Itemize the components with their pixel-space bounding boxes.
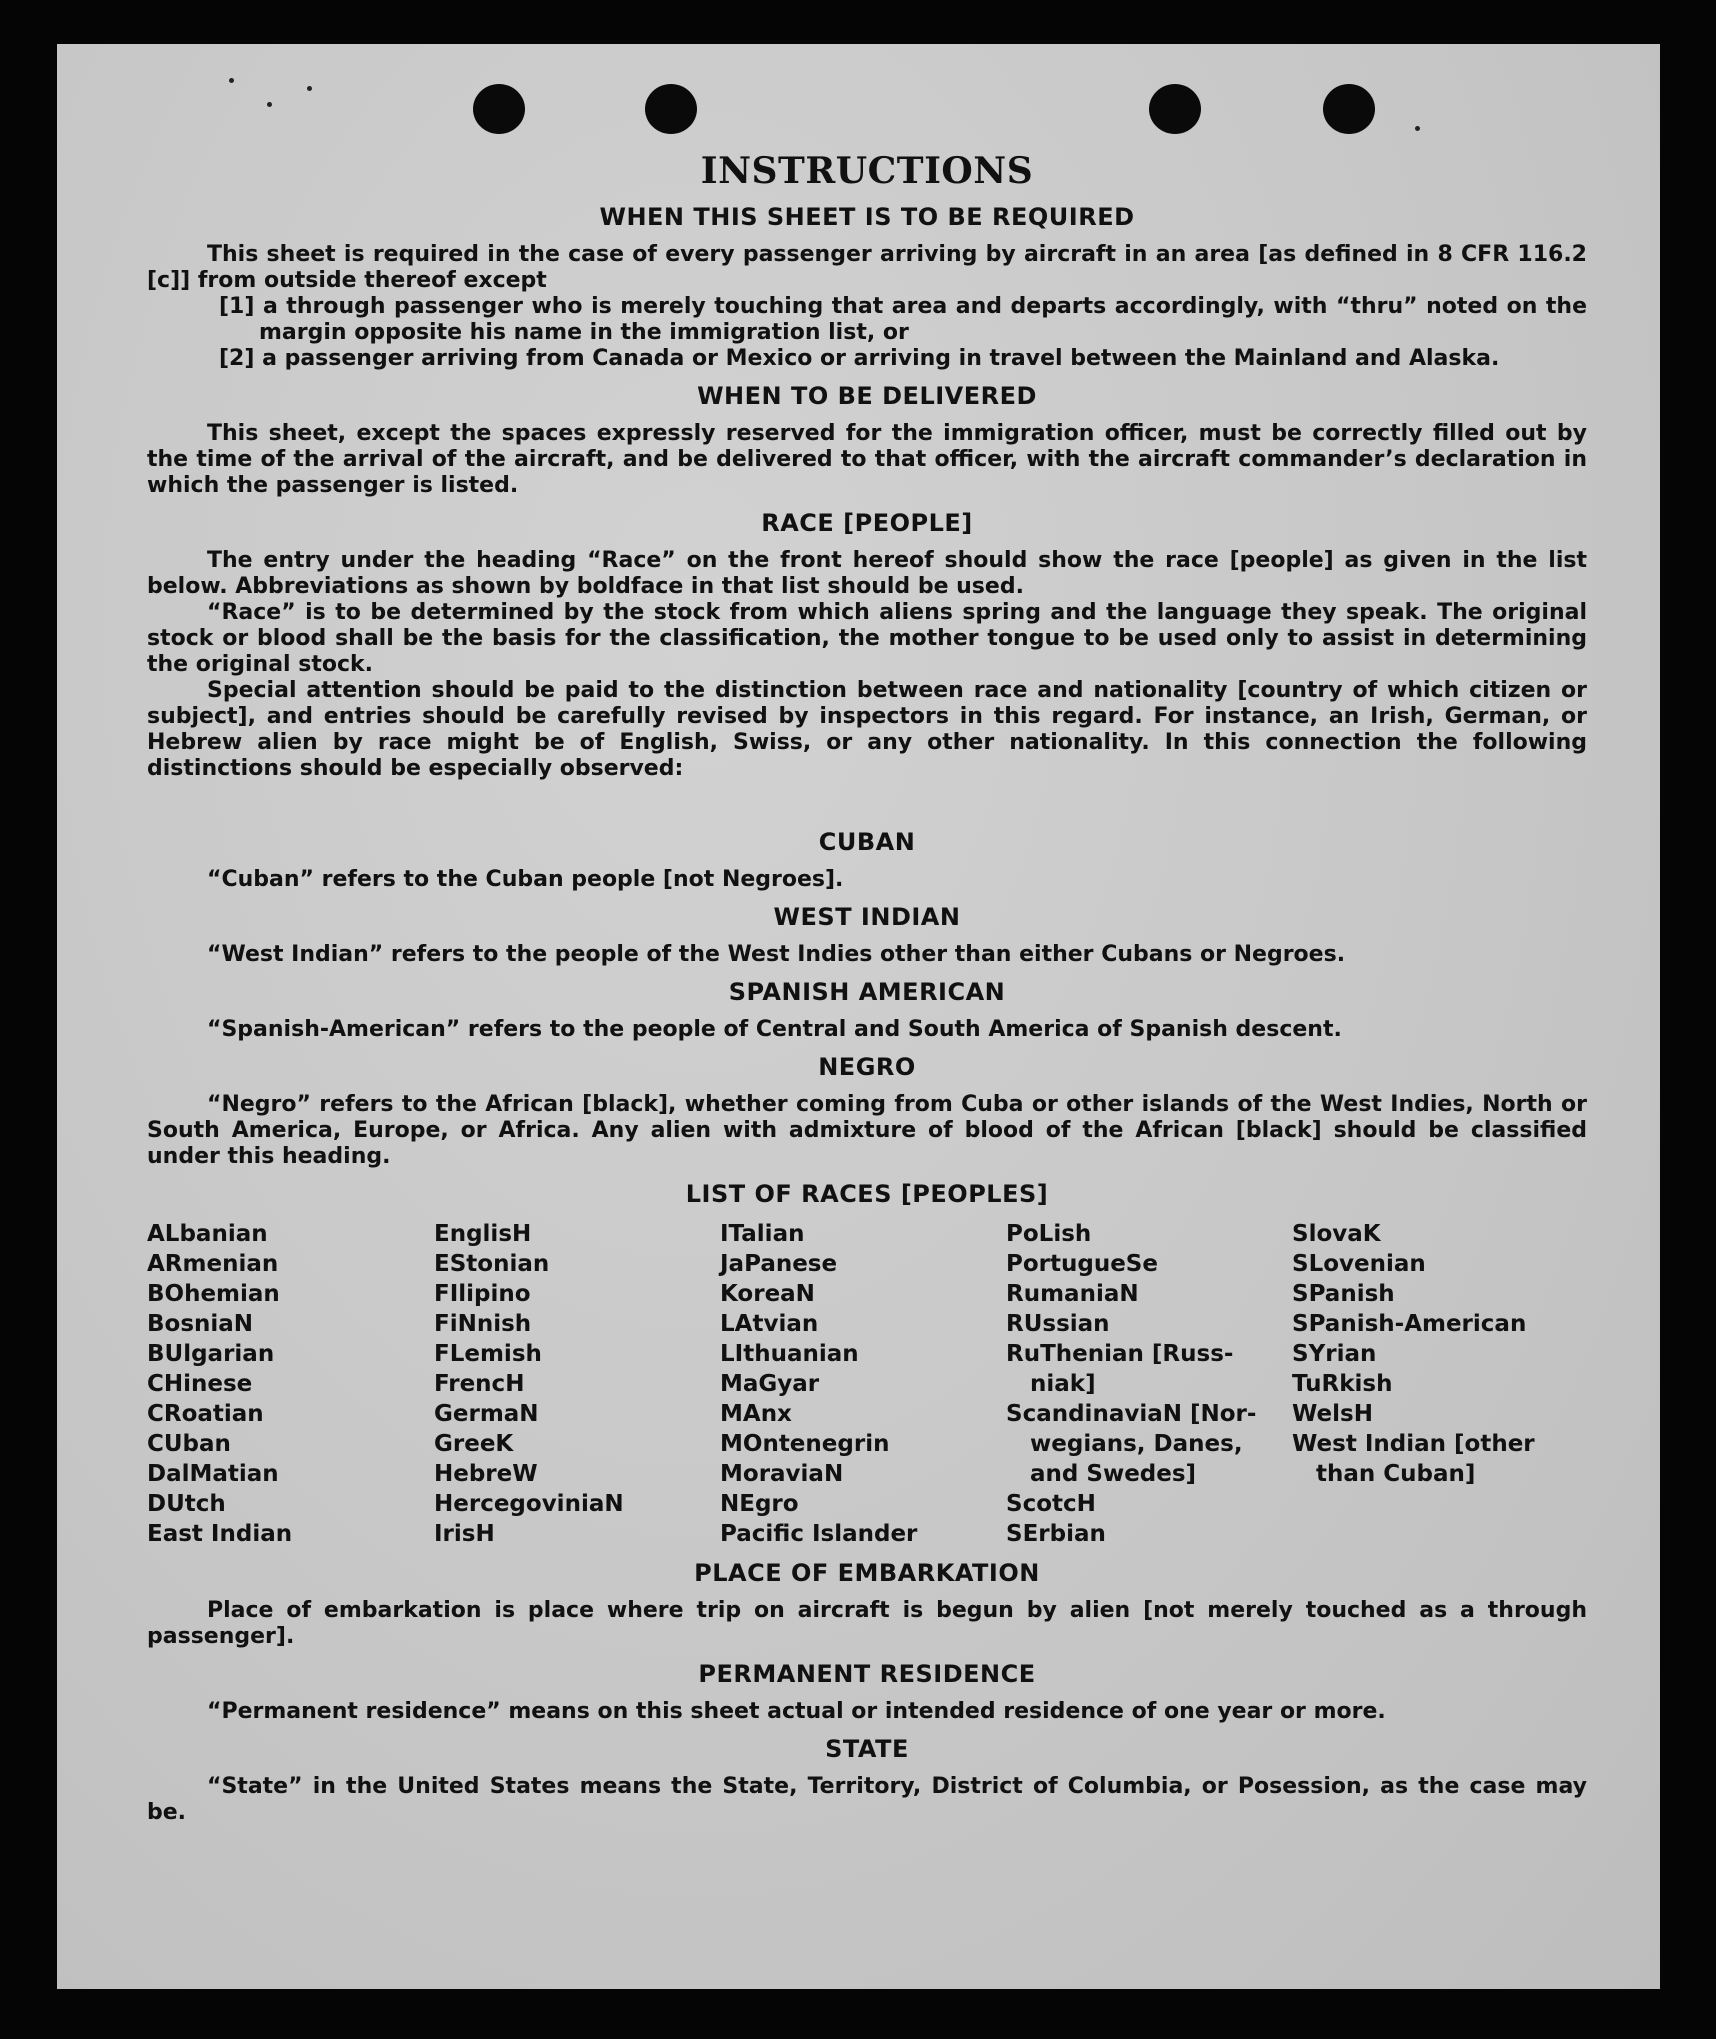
race-entry: GermaN [434, 1401, 539, 1427]
race-entry: FrencH [434, 1371, 525, 1397]
race-entry: WelsH [1292, 1401, 1373, 1427]
required-item: [2] a passenger arriving from Canada or Mexico or arriving in travel between the Mainland and Alaska. [219, 346, 1500, 371]
required-item: [1] a through passenger who is merely touching that area and departs accordingly, with “thru” noted on the margin opposite his name in the immigration list, or [219, 294, 1587, 345]
instructions-body [147, 149, 1587, 1826]
race-paragraph: The entry under the heading “Race” on the front hereof should show the race [people] as given in the list below. Abbreviations as shown by boldface in that list should be used. [147, 548, 1587, 599]
race-entry: HercegoviniaN [434, 1491, 624, 1517]
west-indian-text: “West Indian” refers to the people of the West Indies other than either Cubans or Negroes. [207, 942, 1346, 967]
heading-embarkation: PLACE OF EMBARKATION [694, 1559, 1040, 1587]
document-title: INSTRUCTIONS [700, 150, 1034, 192]
required-text: This sheet is required in the case of every passenger arriving by aircraft in an area [as defined in 8 CFR 116.2 [c]] from outside thereof except [147, 242, 1587, 293]
punch-hole [645, 84, 697, 134]
race-entry: TuRkish [1292, 1371, 1393, 1397]
race-entry: RuThenian [Russ- [1006, 1341, 1234, 1367]
race-entry: JaPanese [720, 1251, 838, 1277]
race-entry: SErbian [1006, 1521, 1106, 1547]
cuban-text: “Cuban” refers to the Cuban people [not Negroes]. [207, 867, 844, 892]
state-text: “State” in the United States means the State, Territory, District of Columbia, or Posession, as the case may be. [147, 1774, 1587, 1825]
race-entry: FiNnish [434, 1311, 532, 1337]
race-entry: EStonian [434, 1251, 550, 1277]
spanish-american-text: “Spanish-American” refers to the people of Central and South America of Spanish descent. [207, 1017, 1342, 1042]
race-entry: BUlgarian [147, 1341, 275, 1367]
heading-negro: NEGRO [818, 1053, 916, 1081]
race-entry: ScandinaviaN [Nor- [1006, 1401, 1257, 1427]
race-entry: East Indian [147, 1521, 293, 1547]
race-entry: FLemish [434, 1341, 542, 1367]
race-entry: SPanish [1292, 1281, 1395, 1307]
race-entry: BOhemian [147, 1281, 280, 1307]
punch-hole [1323, 84, 1375, 134]
race-entry: BosniaN [147, 1311, 254, 1337]
race-entry: SLovenian [1292, 1251, 1426, 1277]
race-entry: West Indian [other [1292, 1431, 1535, 1457]
race-entry: wegians, Danes, [1006, 1431, 1243, 1457]
race-paragraph: Special attention should be paid to the distinction between race and nationality [country of which citizen or subject], and entries should be carefully revised by inspectors in this regard. For instance, an Irish, German, or Hebrew alien by race might be of English, Swiss, or any other nationality. In this connection the following distinctions should be especially observed: [147, 678, 1587, 781]
race-entry: ITalian [720, 1221, 805, 1247]
races-column [434, 1219, 720, 1549]
race-entry: ARmenian [147, 1251, 279, 1277]
race-entry: MoraviaN [720, 1461, 844, 1487]
race-entry: IrisH [434, 1521, 495, 1547]
negro-text: “Negro” refers to the African [black], whether coming from Cuba or other islands of the West Indies, North or South America, Europe, or Africa. Any alien with admixture of blood of the African [black] should be classified under this heading. [147, 1092, 1587, 1169]
punch-hole [473, 84, 525, 134]
race-entry: ScotcH [1006, 1491, 1096, 1517]
race-entry: MaGyar [720, 1371, 820, 1397]
race-entry: SYrian [1292, 1341, 1377, 1367]
race-entry: EnglisH [434, 1221, 532, 1247]
delivered-text: This sheet, except the spaces expressly reserved for the immigration officer, must be correctly filled out by the time of the arrival of the aircraft, and be delivered to that officer, with the aircraft commander’s declaration in which the passenger is listed. [147, 421, 1587, 498]
race-entry: CUban [147, 1431, 231, 1457]
heading-delivered: WHEN TO BE DELIVERED [697, 382, 1037, 410]
race-entry: DalMatian [147, 1461, 279, 1487]
race-entry: KoreaN [720, 1281, 815, 1307]
document-page [57, 44, 1660, 1989]
race-entry: ALbanian [147, 1221, 268, 1247]
heading-west-indian: WEST INDIAN [773, 903, 961, 931]
punch-hole [1149, 84, 1201, 134]
heading-required: WHEN THIS SHEET IS TO BE REQUIRED [599, 203, 1135, 231]
race-paragraph: “Race” is to be determined by the stock from which aliens spring and the language they speak. The original stock or blood shall be the basis for the classification, the mother tongue to be used only to assist in determining the original stock. [147, 600, 1587, 677]
race-entry: and Swedes] [1006, 1461, 1197, 1487]
embarkation-text: Place of embarkation is place where trip on aircraft is begun by alien [not merely touched as a through passenger]. [147, 1598, 1587, 1649]
heading-state: STATE [825, 1735, 909, 1763]
heading-permanent-residence: PERMANENT RESIDENCE [698, 1660, 1036, 1688]
races-column [1292, 1219, 1535, 1549]
race-entry: FIlipino [434, 1281, 531, 1307]
race-entry: RumaniaN [1006, 1281, 1139, 1307]
race-entry: NEgro [720, 1491, 799, 1517]
race-entry: MOntenegrin [720, 1431, 890, 1457]
race-entry: HebreW [434, 1461, 538, 1487]
heading-cuban: CUBAN [818, 828, 916, 856]
race-entry: PortugueSe [1006, 1251, 1158, 1277]
race-entry: PoLish [1006, 1221, 1092, 1247]
races-column [720, 1219, 1006, 1549]
race-entry: SPanish-American [1292, 1311, 1527, 1337]
race-entry: than Cuban] [1292, 1461, 1476, 1487]
race-entry: DUtch [147, 1491, 226, 1517]
races-list [147, 1219, 1587, 1549]
race-entry: LAtvian [720, 1311, 819, 1337]
race-entry: CRoatian [147, 1401, 264, 1427]
race-entry: LIthuanian [720, 1341, 859, 1367]
race-entry: Pacific Islander [720, 1521, 918, 1547]
race-entry: SlovaK [1292, 1221, 1381, 1247]
race-entry: CHinese [147, 1371, 253, 1397]
races-column [1006, 1219, 1292, 1549]
residence-text: “Permanent residence” means on this sheet actual or intended residence of one year or more. [207, 1699, 1386, 1724]
race-entry: MAnx [720, 1401, 792, 1427]
heading-spanish-american: SPANISH AMERICAN [728, 978, 1006, 1006]
race-entry: GreeK [434, 1431, 514, 1457]
race-entry: niak] [1006, 1371, 1096, 1397]
heading-list-of-races: LIST OF RACES [PEOPLES] [685, 1180, 1049, 1208]
races-column [147, 1219, 434, 1549]
heading-race: RACE [PEOPLE] [761, 509, 973, 537]
race-entry: RUssian [1006, 1311, 1110, 1337]
